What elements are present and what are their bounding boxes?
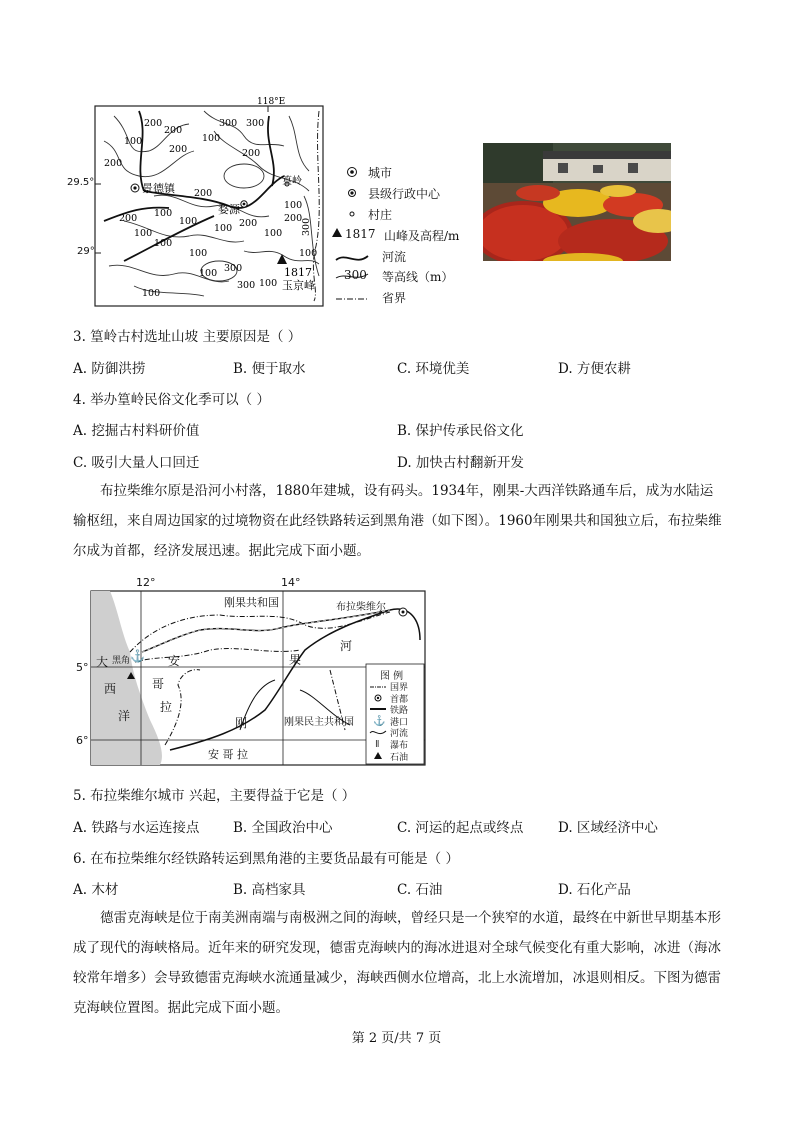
contour-label: 300 <box>301 217 312 236</box>
angola-char: 拉 <box>160 700 173 714</box>
legend-label: 河流 <box>390 729 409 739</box>
contour-label: 100 <box>142 288 161 299</box>
q3-stem: 3. 篁岭古村选址山坡 主要原因是（ ） <box>73 329 302 345</box>
lon-label: 118°E <box>257 97 286 107</box>
contour-label: 200 <box>239 218 258 229</box>
capital-icon <box>375 695 381 701</box>
topographic-map-svg <box>94 96 326 308</box>
contour-label: 200 <box>104 158 123 169</box>
q5-option-c[interactable]: C. 河运的起点或终点 <box>397 820 524 836</box>
q4-stem: 4. 举办篁岭民俗文化季可以（ ） <box>73 392 270 408</box>
country-label-angola: 安 哥 拉 <box>208 748 248 761</box>
topographic-map <box>94 96 326 308</box>
contour-label: 200 <box>144 118 163 129</box>
lon2-label: 14° <box>281 576 301 589</box>
village-photo-svg <box>483 143 671 261</box>
contour-label: 300 <box>224 263 243 274</box>
brazzaville-capital-icon <box>399 608 407 616</box>
river-icon <box>336 256 368 260</box>
contour-label: 100 <box>259 278 278 289</box>
legend-label: 瀑布 <box>390 741 409 751</box>
contour-label: 200 <box>194 188 213 199</box>
congo-map <box>90 590 426 766</box>
contour-label: 100 <box>134 228 153 239</box>
ocean-char: 洋 <box>118 709 131 723</box>
legend-label: 等高线（m） <box>382 270 454 284</box>
legend-title: 图 例 <box>380 671 404 682</box>
legend-label: 港口 <box>390 718 409 728</box>
legend-label: 山峰及高程/m <box>384 229 460 243</box>
contour-label: 100 <box>299 248 318 259</box>
q6-option-d[interactable]: D. 石化产品 <box>558 882 631 898</box>
q5-stem: 5. 布拉柴维尔城市 兴起，主要得益于它是（ ） <box>73 788 356 804</box>
contour-label: 300 <box>219 118 238 129</box>
contour-label: 200 <box>169 144 188 155</box>
contour-label: 100 <box>202 133 221 144</box>
village-icon <box>350 212 354 216</box>
country-label-congo: 刚果共和国 <box>224 596 279 609</box>
contour-label: 100 <box>124 136 143 147</box>
lat1-label: 5° <box>76 661 89 674</box>
angola-char: 安 <box>168 654 181 668</box>
river-char: 河 <box>340 639 353 653</box>
huangling-label: 篁岭 <box>282 176 302 187</box>
contour-label: 300 <box>246 118 265 129</box>
q6-option-b[interactable]: B. 高档家具 <box>233 882 306 898</box>
contour-label: 100 <box>189 248 208 259</box>
legend-label: 县级行政中心 <box>368 187 441 201</box>
q6-option-a[interactable]: A. 木材 <box>73 882 119 898</box>
q5-option-d[interactable]: D. 区域经济中心 <box>558 820 658 836</box>
q5-option-b[interactable]: B. 全国政治中心 <box>233 820 333 836</box>
legend-label: 首都 <box>390 695 409 705</box>
contour-label: 100 <box>154 208 173 219</box>
contour-label: 200 <box>284 213 303 224</box>
q4-option-d[interactable]: D. 加快古村翻新开发 <box>397 455 524 471</box>
peak-icon <box>332 228 342 237</box>
wuyuan-county-icon <box>241 201 247 207</box>
legend-label: 铁路 <box>390 706 409 716</box>
jingdezhen-label: 景德镇 <box>142 182 175 195</box>
angola-char: 哥 <box>152 677 165 691</box>
city-icon <box>348 168 357 177</box>
q5-option-a[interactable]: A. 铁路与水运连接点 <box>73 820 200 836</box>
q3-option-c[interactable]: C. 环境优美 <box>397 361 470 377</box>
legend-label: 城市 <box>368 166 393 180</box>
congo-map-svg <box>90 590 426 766</box>
contour-label: 200 <box>119 213 138 224</box>
contour-label: 200 <box>242 148 261 159</box>
country-label-drc: 刚果民主共和国 <box>284 717 354 728</box>
legend-label: 村庄 <box>368 208 393 222</box>
q4-option-b[interactable]: B. 保护传承民俗文化 <box>397 423 524 439</box>
contour-label: 300 <box>237 280 256 291</box>
legend-label: 省界 <box>382 291 407 305</box>
q4-option-a[interactable]: A. 挖掘古村料研价值 <box>73 423 200 439</box>
q3-option-a[interactable]: A. 防御洪捞 <box>73 361 146 377</box>
village-photo <box>483 143 671 261</box>
legend-value: 1817 <box>345 227 376 241</box>
port-anchor-icon: ⚓ <box>130 649 145 663</box>
river-char: 刚 <box>235 716 248 730</box>
river-char: 果 <box>289 653 302 667</box>
lat2-label: 6° <box>76 734 89 747</box>
q6-stem: 6. 在布拉柴维尔经铁路转运到黑角港的主要货品最有可能是（ ） <box>73 851 459 867</box>
legend-label: 石油 <box>390 753 409 763</box>
wuyuan-label: 婺源 <box>218 203 240 216</box>
legend-label: 河流 <box>382 250 407 264</box>
contour-label: 100 <box>179 216 198 227</box>
lat-label-top: 29.5° <box>67 177 95 188</box>
contour-label: 100 <box>264 228 283 239</box>
legend-label: 国界 <box>390 683 409 693</box>
county-seat-icon <box>349 190 356 197</box>
waterfall-icon: ǁ <box>375 740 380 750</box>
contour-label: 100 <box>154 238 173 249</box>
q3-option-d[interactable]: D. 方便农耕 <box>558 361 631 377</box>
passage-brazzaville: 布拉柴维尔原是沿河小村落，1880年建城，设有码头。1934年，刚果-大西洋铁路通车后，成为水陆运输枢纽，来自周边国家的过境物资在此经铁路转运到黑角港（如下图）。1960年刚果共和国独立后，布拉柴维尔成为首都，经济发展迅速。据此完成下面小题。 <box>73 483 722 559</box>
passage-drake-passage: 德雷克海峡是位于南美洲南端与南极洲之间的海峡，曾经只是一个狭窄的水道，最终在中新世早期基本形成了现代的海峡格局。近年来的研究发现，德雷克海峡内的海冰进退对全球气候变化有重大影响，冰进（海冰较常年增多）会导致德雷克海峡水流通量减少，海峡西侧水位增高，北上水流增加，冰退则相反。下图为德雷克海峡位置图。据此完成下面小题。 <box>73 910 721 1016</box>
q3-option-b[interactable]: B. 便于取水 <box>233 361 306 377</box>
ocean-char: 西 <box>104 682 117 696</box>
contour-label: 100 <box>199 268 218 279</box>
q4-option-c[interactable]: C. 吸引大量人口回迁 <box>73 455 200 471</box>
q6-option-c[interactable]: C. 石油 <box>397 882 443 898</box>
peak-elev-label: 1817 <box>284 266 312 279</box>
yujingfeng-label: 玉京峰 <box>282 279 315 292</box>
contour-label: 100 <box>214 223 233 234</box>
legend-value: 300 <box>344 268 367 282</box>
lat-label-bottom: 29° <box>77 246 95 257</box>
port-icon: ⚓ <box>373 716 386 727</box>
lon1-label: 12° <box>136 576 156 589</box>
contour-label: 200 <box>164 125 183 136</box>
ocean-char: 大 <box>96 655 109 669</box>
port-label: 黑角 <box>112 656 131 666</box>
contour-label: 100 <box>284 200 303 211</box>
page-footer: 第 2 页/共 7 页 <box>351 1031 442 1046</box>
jingdezhen-city-icon <box>131 184 139 192</box>
capital-label: 布拉柴维尔 <box>336 602 386 613</box>
